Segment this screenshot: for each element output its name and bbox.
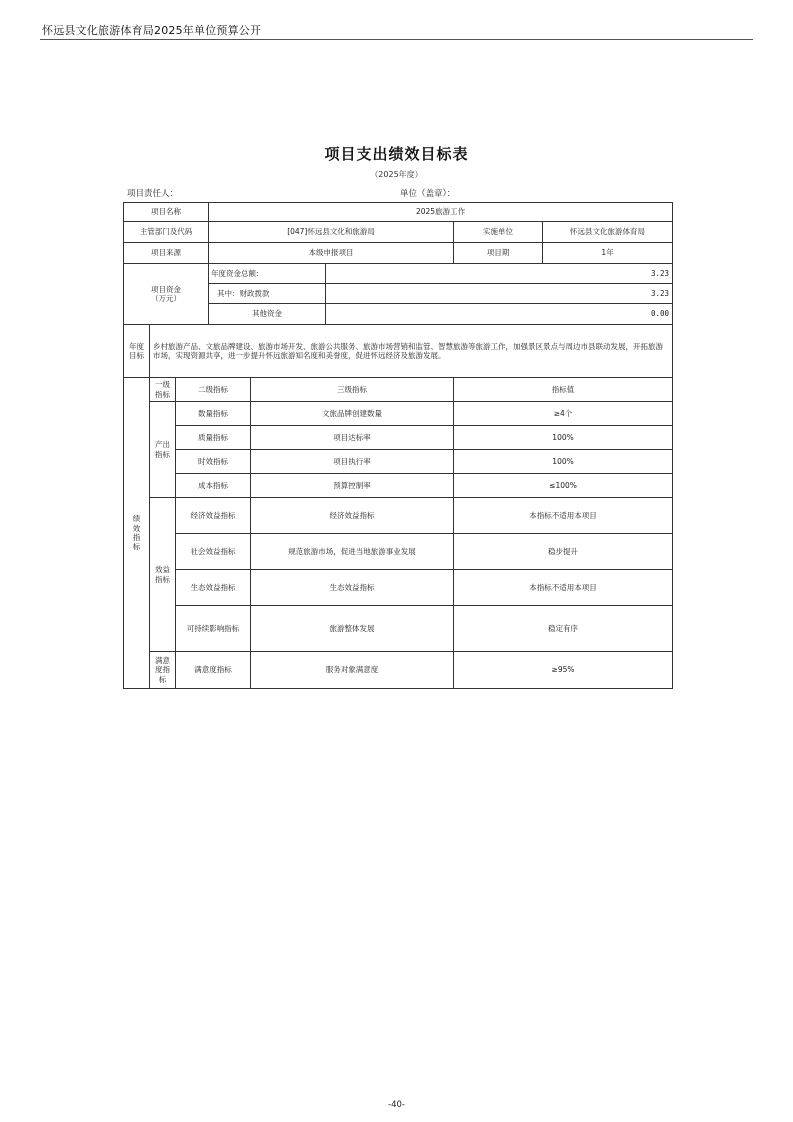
responsible-person-label: 项目责任人： (127, 189, 179, 199)
level2-indicator: 社会效益指标 (176, 534, 251, 570)
indicator-value: ≥4个 (454, 402, 673, 426)
project-period-value: 1年 (543, 243, 673, 264)
level3-indicator: 规范旅游市场，促进当地旅游事业发展 (251, 534, 454, 570)
performance-indicators-label: 绩 效 指 标 (124, 378, 150, 689)
table-row (124, 652, 673, 689)
indicator-value: 本指标不适用本项目 (454, 570, 673, 606)
level2-indicator: 质量指标 (176, 426, 251, 450)
level2-indicator: 满意度指标 (176, 652, 251, 689)
other-funds-label: 其他资金 (209, 304, 326, 325)
level2-indicator: 生态效益指标 (176, 570, 251, 606)
unit-seal-label: 单位（盖章）： (400, 189, 456, 199)
level3-indicator: 项目达标率 (251, 426, 454, 450)
level3-indicator: 预算控制率 (251, 474, 454, 498)
level2-indicator: 数量指标 (176, 402, 251, 426)
header-divider (40, 39, 753, 40)
level3-indicator: 旅游整体发展 (251, 606, 454, 652)
table-row (124, 402, 673, 426)
level2-indicator-header: 二级指标 (176, 378, 251, 402)
benefit-indicators-label: 效益 指标 (150, 498, 176, 652)
level2-indicator: 经济效益指标 (176, 498, 251, 534)
running-header: 怀远县文化旅游体育局2025年单位预算公开 (42, 24, 262, 37)
project-funds-label: 项目资金 （万元） (124, 264, 209, 325)
output-indicators-label: 产出 指标 (150, 402, 176, 498)
implementing-unit-value: 怀远县文化旅游体育局 (543, 222, 673, 243)
annual-funds-total-value: 3.23 (326, 264, 673, 284)
level3-indicator: 生态效益指标 (251, 570, 454, 606)
level1-indicator-header: 一级 指标 (150, 378, 176, 402)
document-title: 项目支出绩效目标表 (324, 145, 469, 163)
indicator-value: ≥95% (454, 652, 673, 689)
indicator-value: 100% (454, 426, 673, 450)
table-row (124, 534, 673, 570)
indicator-value: 稳定有序 (454, 606, 673, 652)
project-period-label: 项目期 (454, 243, 543, 264)
indicator-value-header: 指标值 (454, 378, 673, 402)
department-value: [047]怀远县文化和旅游局 (209, 222, 454, 243)
table-row (124, 426, 673, 450)
level2-indicator: 时效指标 (176, 450, 251, 474)
annual-goal-label: 年度 目标 (124, 325, 150, 378)
fiscal-appropriation-value: 3.23 (326, 284, 673, 304)
level3-indicator: 服务对象满意度 (251, 652, 454, 689)
implementing-unit-label: 实施单位 (454, 222, 543, 243)
level3-indicator: 文旅品牌创建数量 (251, 402, 454, 426)
table-row (124, 498, 673, 534)
project-name-label: 项目名称 (124, 203, 209, 222)
level2-indicator: 可持续影响指标 (176, 606, 251, 652)
table-row (124, 570, 673, 606)
level3-indicator-header: 三级指标 (251, 378, 454, 402)
document-year: （2025年度） (370, 170, 423, 179)
project-source-label: 项目来源 (124, 243, 209, 264)
project-source-value: 本级申报项目 (209, 243, 454, 264)
level2-indicator: 成本指标 (176, 474, 251, 498)
indicator-value: ≤100% (454, 474, 673, 498)
performance-target-table (123, 202, 673, 689)
level3-indicator: 项目执行率 (251, 450, 454, 474)
indicator-value: 100% (454, 450, 673, 474)
indicator-value: 本指标不适用本项目 (454, 498, 673, 534)
table-row (124, 474, 673, 498)
department-label: 主管部门及代码 (124, 222, 209, 243)
page-number: -40- (388, 1100, 405, 1110)
fiscal-appropriation-label: 其中：财政拨款 (209, 284, 326, 304)
level3-indicator: 经济效益指标 (251, 498, 454, 534)
annual-goal-text: 乡村旅游产品、文旅品牌建设、旅游市场开发、旅游公共服务、旅游市场营销和监管、智慧旅游等旅游工作，加强景区景点与周边市县联动发展，开拓旅游市场，实现资源共享，进一步提升怀远旅游知名度和美誉度，促进怀远经济及旅游发展。 (150, 325, 673, 378)
annual-funds-total-label: 年度资金总额: (209, 264, 326, 284)
table-row (124, 606, 673, 652)
satisfaction-indicators-label: 满意 度指 标 (150, 652, 176, 689)
other-funds-value: 0.00 (326, 304, 673, 325)
table-row (124, 450, 673, 474)
project-name-value: 2025旅游工作 (209, 203, 673, 222)
indicator-value: 稳步提升 (454, 534, 673, 570)
